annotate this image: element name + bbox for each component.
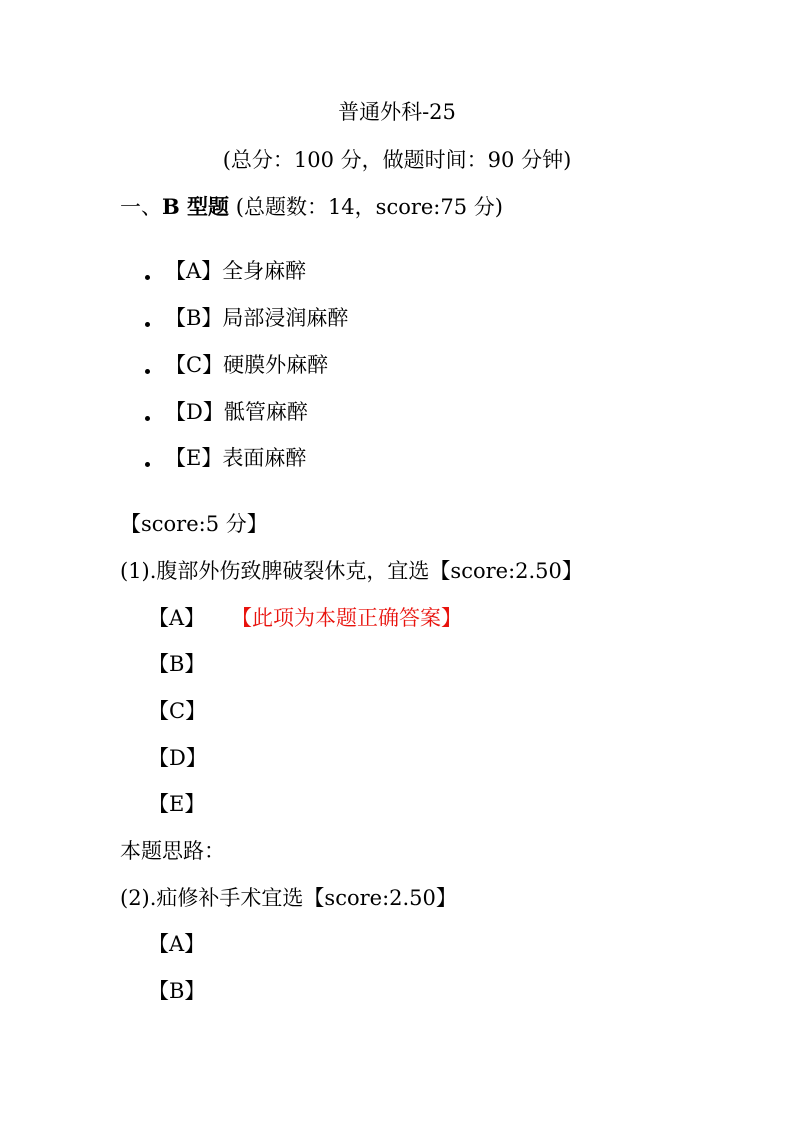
shared-option: 【E】表面麻醉 [165, 446, 307, 470]
section-name: B 型题 [162, 194, 230, 219]
answer-option: 【B】 [148, 652, 206, 676]
bullet-icon [145, 416, 150, 421]
shared-option: 【C】硬膜外麻醉 [165, 353, 329, 377]
answer-option: 【D】 [148, 746, 207, 770]
question-stem: (1).腹部外伤致脾破裂休克，宜选【score:2.50】 [120, 559, 583, 583]
correct-answer-note: 【此项为本题正确答案】 [231, 606, 462, 630]
bullet-icon [145, 369, 150, 374]
shared-option: 【D】骶管麻醉 [165, 400, 308, 424]
answer-option: 【E】 [148, 792, 206, 816]
section-header [120, 194, 503, 220]
section-prefix: 一、 [120, 195, 162, 219]
group-score: 【score:5 分】 [120, 512, 268, 536]
section-info: (总题数：14，score:75 分) [235, 195, 503, 219]
answer-option: 【B】 [148, 979, 206, 1003]
bullet-icon [145, 275, 150, 280]
answer-option: 【A】 [148, 932, 206, 956]
doc-subtitle: (总分：100 分，做题时间：90 分钟) [222, 148, 572, 172]
shared-option: 【B】局部浸润麻醉 [165, 306, 349, 330]
answer-option: 【C】 [148, 699, 207, 723]
doc-title: 普通外科-25 [338, 100, 456, 124]
answer-option: 【A】 [148, 606, 206, 630]
bullet-icon [145, 462, 150, 467]
bullet-icon [145, 322, 150, 327]
question-stem: (2).疝修补手术宜选【score:2.50】 [120, 886, 457, 910]
shared-option: 【A】全身麻醉 [165, 259, 307, 283]
analysis-label: 本题思路： [120, 839, 225, 863]
